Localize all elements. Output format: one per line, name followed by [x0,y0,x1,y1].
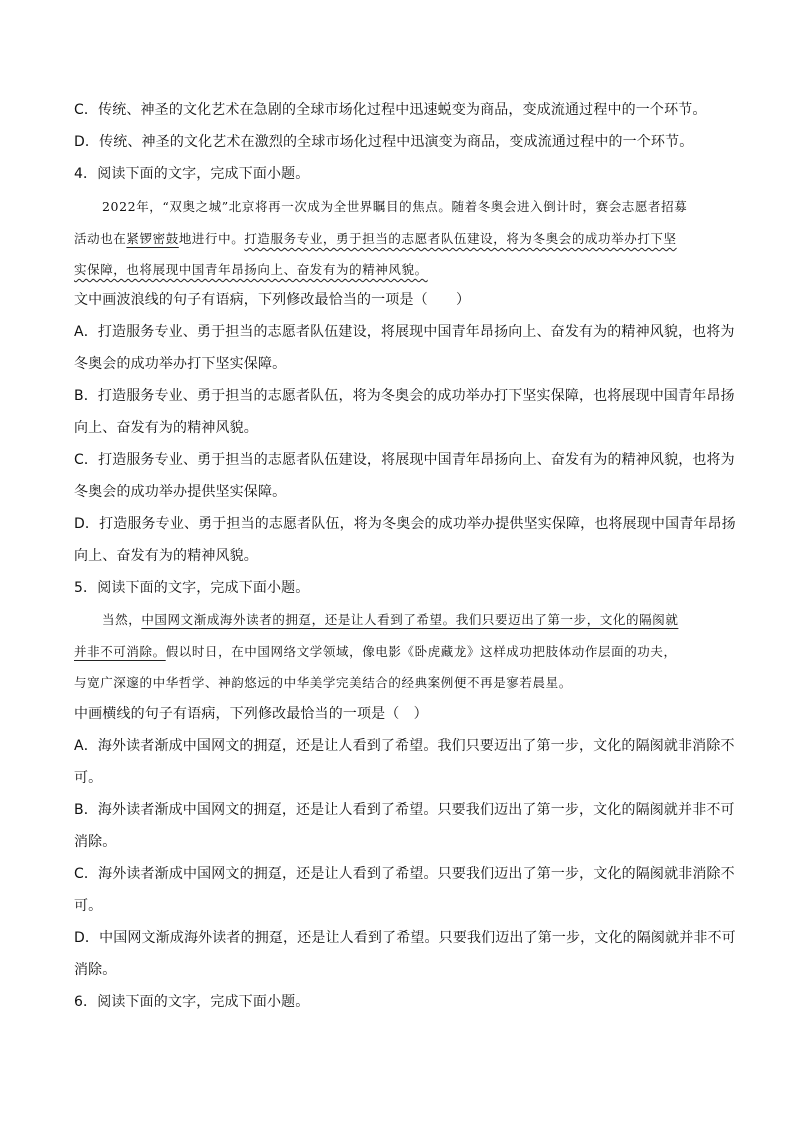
wavy-underlined-sentence: 打造服务专业，勇于担当的志愿者队伍建设，将为冬奥会的成功举办打下坚 [244,231,677,246]
q5-passage-line-2 [74,642,724,662]
passage-text: 地进行中。 [178,231,245,246]
q5-option-a-line-1: A．海外读者渐成中国网文的拥趸，还是让人看到了希望。我们只要迈出了第一步，文化的隔阂就非消除不 [74,738,735,754]
q4-option-a-line-2: 冬奥会的成功举办打下坚实保障。 [74,356,287,372]
q5-passage-line-1 [102,610,724,630]
q4-passage-line-3 [74,260,724,280]
q4-passage-line-2 [74,229,724,249]
q5-option-a-line-2: 可。 [74,770,103,786]
underlined-sentence: 中国网文渐成海外读者的拥趸，还是让人看到了希望。我们只要迈出了第一步，文化的隔阂就 [141,612,679,627]
question-5-prompt: 中画横线的句子有语病，下列修改最恰当的一项是（ ） [74,706,428,722]
underlined-phrase: 紧锣密鼓 [126,231,179,246]
q4-option-d-line-1: D．打造服务专业、勇于担当的志愿者队伍，将为冬奥会的成功举办提供坚实保障，也将展现中国青年昂扬 [74,516,736,532]
q4-option-a-line-1: A．打造服务专业、勇于担当的志愿者队伍建设，将展现中国青年昂扬向上、奋发有为的精神风貌，也将为 [74,324,735,340]
passage-text: 活动也在 [74,231,127,246]
question-4-prompt: 文中画波浪线的句子有语病，下列修改最恰当的一项是（ ） [74,292,471,308]
q5-option-d-line-2: 消除。 [74,962,117,978]
question-5-header: 5．阅读下面的文字，完成下面小题。 [74,580,310,596]
q5-option-c-line-2: 可。 [74,898,103,914]
q5-option-d-line-1: D．中国网文渐成海外读者的拥趸，还是让人看到了希望。只要我们迈出了第一步，文化的隔阂就并非不可 [74,930,736,946]
q5-option-c-line-1: C．海外读者渐成中国网文的拥趸，还是让人看到了希望。只要我们迈出了第一步，文化的隔阂就非消除不 [74,866,735,882]
q4-option-c-line-2: 冬奥会的成功举办提供坚实保障。 [74,484,287,500]
passage-text: 与宽广深邃的中华哲学、神韵悠远的中华美学完美结合的经典案例便不再是寥若晨星。 [74,675,572,690]
q5-passage-line-3 [74,673,724,693]
passage-text: 2022年，“双奥之城”北京将再一次成为全世界瞩目的焦点。随着冬奥会进入倒计时，赛会志愿者招募 [102,199,688,214]
question-4-header: 4．阅读下面的文字，完成下面小题。 [74,166,310,182]
q5-option-b-line-1: B．海外读者渐成中国网文的拥趸，还是让人看到了希望。只要我们迈出了第一步，文化的隔阂就并非不可 [74,802,735,818]
underlined-sentence: 并非不可消除。 [74,644,166,659]
q4-passage-line-1 [102,197,724,217]
option-c-prev: C．传统、神圣的文化艺术在急剧的全球市场化过程中迅速蜕变为商品，变成流通过程中的一个环节。 [74,102,707,118]
q4-option-b-line-1: B．打造服务专业、勇于担当的志愿者队伍，将为冬奥会的成功举办打下坚实保障，也将展现中国青年昂扬 [74,388,735,404]
q4-option-b-line-2: 向上、奋发有为的精神风貌。 [74,420,258,436]
q5-option-b-line-2: 消除。 [74,834,117,850]
question-6-header: 6．阅读下面的文字，完成下面小题。 [74,994,310,1010]
passage-text: 假以时日，在中国网络文学领域，像电影《卧虎藏龙》这样成功把肢体动作层面的功夫， [165,644,677,659]
option-d-prev: D．传统、神圣的文化艺术在激烈的全球市场化过程中迅演变为商品，变成流通过程中的一个环节。 [74,134,694,150]
q4-option-d-line-2: 向上、奋发有为的精神风貌。 [74,548,258,564]
wavy-underlined-sentence: 实保障，也将展现中国青年昂扬向上、奋发有为的精神风貌。 [74,262,428,277]
q4-option-c-line-1: C．打造服务专业、勇于担当的志愿者队伍建设，将展现中国青年昂扬向上、奋发有为的精神风貌，也将为 [74,452,735,468]
passage-text: 当然， [102,612,142,627]
